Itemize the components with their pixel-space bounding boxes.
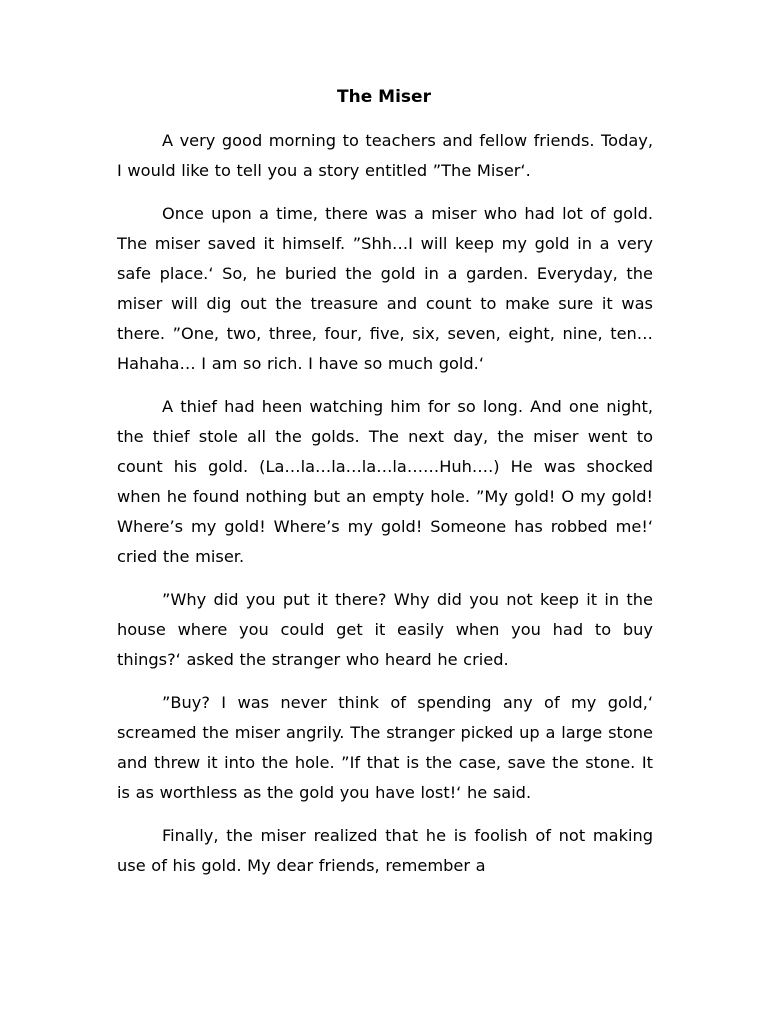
paragraph: Once upon a time, there was a miser who had lot of gold. The miser saved it himself. ”Shh…I will keep my gold in a very safe place.‘ So, he buried the gold in a garden. Everyday, the miser will dig out the treasure and count to make sure it was there. ”One, two, three, four, five, six, seven, eight, nine, ten…Hahaha… I am so rich. I have so much gold.‘ [117, 204, 653, 373]
document-body [117, 126, 653, 894]
document-title: The Miser [337, 87, 431, 107]
paragraph: A thief had heen watching him for so long. And one night, the thief stole all the golds. The next day, the miser went to count his gold. (La…la…la…la…la……Huh….) He was shocked when he found nothing but an empty hole. ”My gold! O my gold! Where’s my gold! Where’s my gold! Someone has robbed me!‘ cried the miser. [117, 397, 653, 566]
paragraph: Finally, the miser realized that he is foolish of not making use of his gold. My dear friends, remember a [117, 826, 653, 875]
paragraph: ”Why did you put it there? Why did you not keep it in the house where you could get it easily when you had to buy things?‘ asked the stranger who heard he cried. [117, 590, 653, 669]
paragraph: A very good morning to teachers and fellow friends. Today, I would like to tell you a story entitled ”The Miser‘. [117, 131, 653, 180]
paragraph: ”Buy? I was never think of spending any of my gold,‘ screamed the miser angrily. The stranger picked up a large stone and threw it into the hole. ”If that is the case, save the stone. It is as worthless as the gold you have lost!‘ he said. [117, 693, 653, 802]
